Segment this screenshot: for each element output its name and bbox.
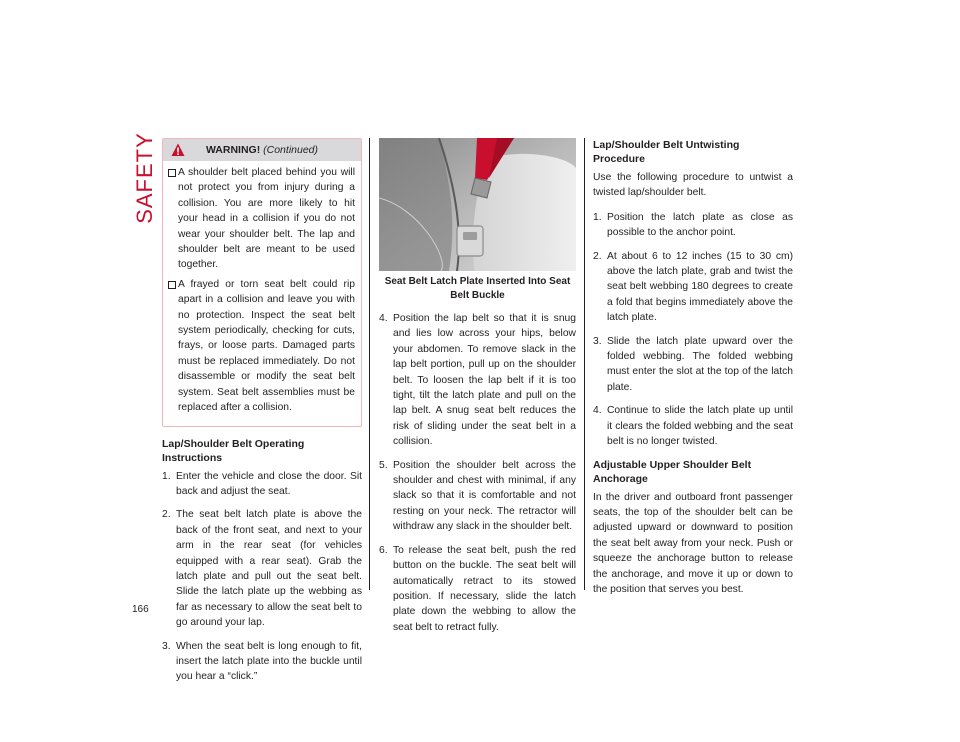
- step-item: [593, 403, 793, 449]
- warning-item-text: A frayed or torn seat belt could rip apart in a collision and leave you with no protection. Inspect the seat belt system periodically, checking for cuts, frays, or loose parts. Damaged parts must be replaced immediately. Do not disassemble or modify the seat belt system. Seat belt assemblies must be replaced after a collision.: [178, 278, 355, 414]
- step-item: [379, 458, 576, 535]
- figure-caption: Seat Belt Latch Plate Inserted Into Seat Belt Buckle: [384, 276, 571, 301]
- warning-title-suffix: (Continued): [263, 144, 319, 156]
- step-number: 4.: [379, 313, 388, 324]
- checkbox-bullet-icon: [168, 169, 176, 177]
- warning-title: [163, 143, 361, 158]
- warning-item: [163, 277, 361, 416]
- anchorage-text: In the driver and outboard front passenger seats, the top of the shoulder belt can be adjusted upward or downward to position the seat belt away from your neck. Push or squeeze the anchorage button to release the anchorage, and move it up or down to the position that serves you best.: [593, 491, 793, 595]
- untwisting-intro: Use the following procedure to untwist a twisted lap/shoulder belt.: [593, 172, 793, 199]
- column-3: [593, 138, 793, 606]
- step-text: Continue to slide the latch plate up until it clears the folded webbing and the seat belt is no longer twisted.: [607, 405, 793, 448]
- step-item: [593, 249, 793, 326]
- step-number: 2.: [162, 509, 171, 521]
- section-tab: [125, 130, 165, 225]
- step-item: [162, 507, 362, 630]
- untwisting-heading: Lap/Shoulder Belt Untwisting Procedure: [593, 139, 740, 165]
- seat-belt-buckle-photo: [379, 138, 576, 271]
- step-number: 5.: [379, 459, 388, 471]
- step-item: [162, 469, 362, 500]
- step-item: [593, 334, 793, 396]
- step-text: Position the shoulder belt across the shoulder and chest with minimal, if any slack so that it is comfortable and not resting on your neck. The retractor will withdraw any slack in the shoulder belt.: [393, 459, 576, 533]
- step-number: 2.: [593, 250, 602, 262]
- column-divider: [369, 138, 370, 590]
- warning-item: [163, 165, 361, 273]
- section-tab-label: SAFETY: [132, 131, 157, 224]
- step-text: When the seat belt is long enough to fit, insert the latch plate into the buckle until you hear a “click.”: [176, 640, 362, 683]
- checkbox-bullet-icon: [168, 281, 176, 289]
- step-text: Enter the vehicle and close the door. Sit back and adjust the seat.: [176, 470, 362, 497]
- step-text: At about 6 to 12 inches (15 to 30 cm) above the latch plate, grab and twist the seat belt webbing 180 degrees to create a fold that begins immediately above the latch plate.: [607, 250, 793, 324]
- step-number: 3.: [162, 640, 171, 652]
- warning-title-text: WARNING!: [205, 144, 261, 156]
- step-number: 3.: [593, 335, 602, 347]
- step-text: Slide the latch plate upward over the folded webbing. The folded webbing must enter the slot at the top of the latch plate.: [607, 335, 793, 393]
- operating-heading: Lap/Shoulder Belt Operating Instructions: [162, 437, 305, 464]
- step-number: 6.: [379, 544, 388, 556]
- step-item: [593, 210, 793, 241]
- step-number: 1.: [162, 470, 171, 482]
- warning-box: [162, 138, 362, 427]
- step-text: To release the seat belt, push the red button on the buckle. The seat belt will automatically retract to its stowed position. If necessary, slide the latch plate down the webbing to allow the seat belt to retract fully.: [393, 544, 576, 633]
- warning-header: [163, 139, 361, 161]
- step-number: 4.: [593, 405, 602, 417]
- anchorage-heading: Adjustable Upper Shoulder Belt Anchorage: [593, 458, 752, 485]
- step-item: [162, 639, 362, 685]
- column-1: [162, 138, 362, 693]
- step-text: The seat belt latch plate is above the back of the front seat, and next to your arm in the rear seat (for vehicles equipped with a rear seat). Grab the latch plate and pull out the seat belt. Slide the latch plate up the webbing as far as necessary to allow the seat belt to go around your lap.: [176, 509, 362, 629]
- step-item: [379, 543, 576, 635]
- step-number: 1.: [593, 211, 602, 223]
- page-number: 166: [132, 604, 149, 615]
- step-item: [379, 311, 576, 450]
- warning-item-text: A shoulder belt placed behind you will not protect you from injury during a collision. You are more likely to hit your head in a collision if you do not wear your shoulder belt. The lap and shoulder belt are meant to be used together.: [178, 167, 355, 271]
- step-text: Position the latch plate as close as possible to the anchor point.: [607, 211, 793, 239]
- step-text: Position the lap belt so that it is snug and lies low across your hips, below your abdomen. To remove slack in the lap belt portion, pull up on the shoulder belt. To loosen the lap belt if it is too tight, tilt the latch plate and pull on the lap belt. A snug seat belt reduces the risk of sliding under the seat belt in a collision.: [393, 313, 576, 448]
- column-2: [379, 138, 576, 643]
- column-divider: [584, 138, 585, 590]
